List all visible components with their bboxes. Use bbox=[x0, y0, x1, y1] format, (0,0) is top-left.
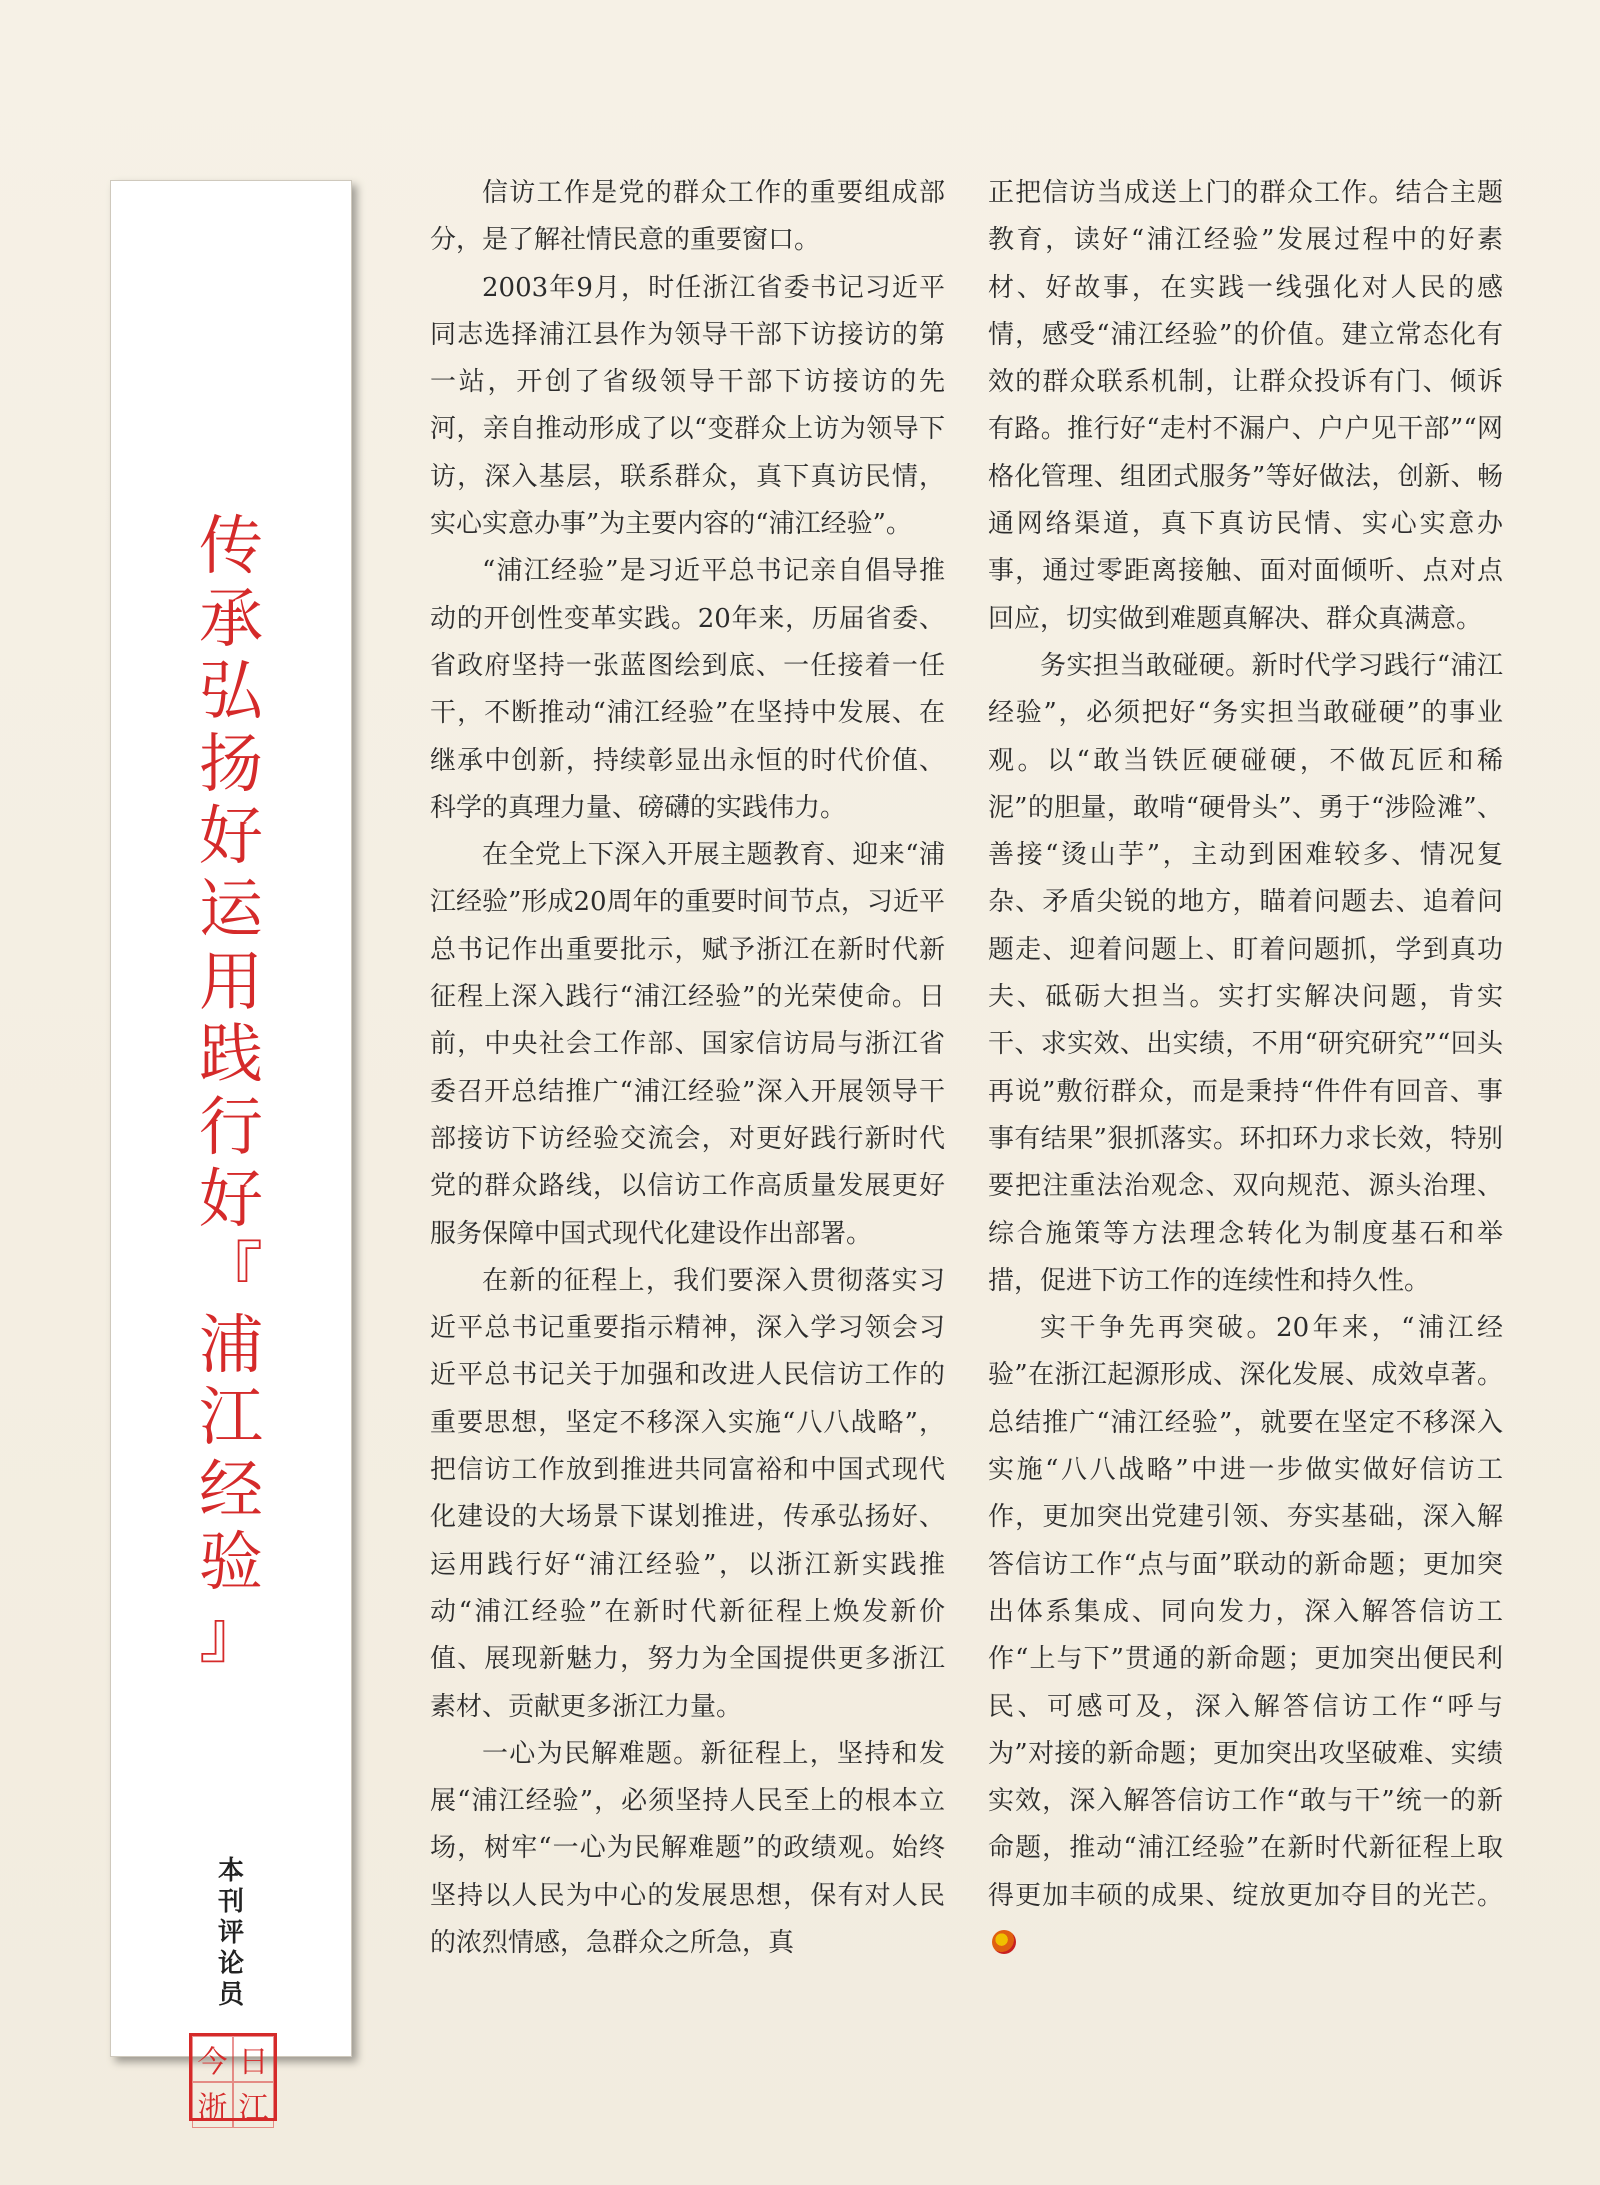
article-title bbox=[111, 511, 351, 1673]
title-panel bbox=[110, 180, 352, 2126]
title-char: 好 bbox=[199, 1163, 263, 1238]
seal-char: 今 bbox=[192, 2036, 233, 2082]
paragraph: 一心为民解难题。新征程上，坚持和发展“浦江经验”，必须坚持人民至上的根本立场，树牢“一心为民解难题”的政绩观。始终坚持以人民为中心的发展思想，保有对人民的浓烈情感，急群众之所急，真 bbox=[430, 1738, 945, 1958]
title-char: 传 bbox=[199, 510, 263, 584]
seal-char: 江 bbox=[233, 2082, 274, 2128]
byline-char: 论 bbox=[217, 1949, 244, 1979]
paragraph: 信访工作是党的群众工作的重要组成部分，是了解社情民意的重要窗口。 bbox=[430, 178, 945, 256]
paragraph: 正把信访当成送上门的群众工作。结合主题教育，读好“浦江经验”发展过程中的好素材、好故事，在实践一线强化对人民的感情，感受“浦江经验”的价值。建立常态化有效的群众联系机制，让群众投诉有门、倾诉有路。推行好“走村不漏户、户户见干部”“网格化管理、组团式服务”等好做法，创新、畅通网络渠道，真下真访民情、实心实意办事，通过零距离接触、面对面倾听、点对点回应，切实做到难题真解决、群众真满意。 bbox=[988, 178, 1503, 634]
title-char: 扬 bbox=[199, 727, 263, 802]
title-char: 『 bbox=[199, 1235, 263, 1310]
byline-char: 员 bbox=[217, 1980, 244, 2010]
byline-char: 本 bbox=[217, 1856, 244, 1886]
title-char: 经 bbox=[199, 1453, 263, 1528]
paragraph: 实干争先再突破。20年来，“浦江经验”在浙江起源形成、深化发展、成效卓著。总结推广“浦江经验”，就要在坚定不移深入实施“八八战略”中进一步做实做好信访工作，更加突出党建引领、夯实基础，深入解答信访工作“点与面”联动的新命题；更加突出体系集成、同向发力，深入解答信访工作“上与下”贯通的新命题；更加突出便民利民、可感可及，深入解答信访工作“呼与为”对接的新命题；更加突出攻坚破难、实绩实效，深入解答信访工作“敢与干”统一的新命题，推动“浦江经验”在新时代新征程上取得更加丰硕的成果、绽放更加夺目的光芒。 bbox=[988, 1305, 1503, 1967]
paragraph: 2003年9月，时任浙江省委书记习近平同志选择浦江县作为领导干部下访接访的第一站，开创了省级领导干部下访接访的先河，亲自推动形成了以“变群众上访为领导下访，深入基层，联系群众，真下真访民情，实心实意办事”为主要内容的“浦江经验”。 bbox=[430, 272, 945, 540]
paragraph: “浦江经验”是习近平总书记亲自倡导推动的开创性变革实践。20年来，历届省委、省政府坚持一张蓝图绘到底、一任接着一任干，不断推动“浦江经验”在坚持中发展、在继承中创新，持续彰显出永恒的时代价值、科学的真理力量、磅礴的实践伟力。 bbox=[430, 556, 945, 823]
article-body bbox=[430, 170, 1505, 2070]
title-char: 』 bbox=[199, 1598, 263, 1673]
title-char: 江 bbox=[199, 1381, 263, 1456]
article-column-right bbox=[988, 170, 1503, 1967]
title-char: 用 bbox=[199, 945, 263, 1020]
title-char: 践 bbox=[199, 1018, 263, 1093]
seal-char: 浙 bbox=[192, 2082, 233, 2128]
paragraph: 在全党上下深入开展主题教育、迎来“浦江经验”形成20周年的重要时间节点，习近平总书记作出重要批示，赋予浙江在新时代新征程上深入践行“浦江经验”的光荣使命。日前，中央社会工作部、国家信访局与浙江省委召开总结推广“浦江经验”深入开展领导干部接访下访经验交流会，对更好践行新时代党的群众路线，以信访工作高质量发展更好服务保障中国式现代化建设作出部署。 bbox=[430, 840, 945, 1249]
paragraph: 在新的征程上，我们要深入贯彻落实习近平总书记重要指示精神，深入学习领会习近平总书记关于加强和改进人民信访工作的重要思想，坚定不移深入实施“八八战略”，把信访工作放到推进共同富裕和中国式现代化建设的大场景下谋划推进，传承弘扬好、运用践行好“浦江经验”，以浙江新实践推动“浦江经验”在新时代新征程上焕发新价值、展现新魅力，努力为全国提供更多浙江素材、贡献更多浙江力量。 bbox=[430, 1265, 945, 1722]
article-column-left bbox=[430, 170, 945, 1967]
title-char: 行 bbox=[199, 1090, 263, 1165]
byline-char: 评 bbox=[217, 1918, 244, 1948]
title-char: 验 bbox=[199, 1526, 263, 1601]
title-char: 浦 bbox=[199, 1308, 263, 1383]
title-char: 承 bbox=[199, 582, 263, 657]
end-of-article-icon bbox=[992, 1930, 1016, 1954]
seal-char: 日 bbox=[233, 2036, 274, 2082]
title-char: 弘 bbox=[199, 655, 263, 730]
byline bbox=[111, 1856, 351, 2011]
title-char: 好 bbox=[199, 800, 263, 875]
byline-char: 刊 bbox=[217, 1887, 244, 1917]
paragraph: 务实担当敢碰硬。新时代学习践行“浦江经验”，必须把好“务实担当敢碰硬”的事业观。以“敢当铁匠硬碰硬，不做瓦匠和稀泥”的胆量，敢啃“硬骨头”、勇于“涉险滩”、善接“烫山芋”，主动到困难较多、情况复杂、矛盾尖锐的地方，瞄着问题去、追着问题走、迎着问题上、盯着问题抓，学到真功夫、砥砺大担当。实打实解决问题，肯实干、求实效、出实绩，不用“研究研究”“回头再说”敷衍群众，而是秉持“件件有回音、事事有结果”狠抓落实。环扣环力求长效，特别要把注重法治观念、双向规范、源头治理、综合施策等方法理念转化为制度基石和举措，促进下访工作的连续性和持久性。 bbox=[988, 650, 1503, 1296]
publication-seal bbox=[189, 2033, 277, 2126]
title-char: 运 bbox=[199, 872, 263, 947]
